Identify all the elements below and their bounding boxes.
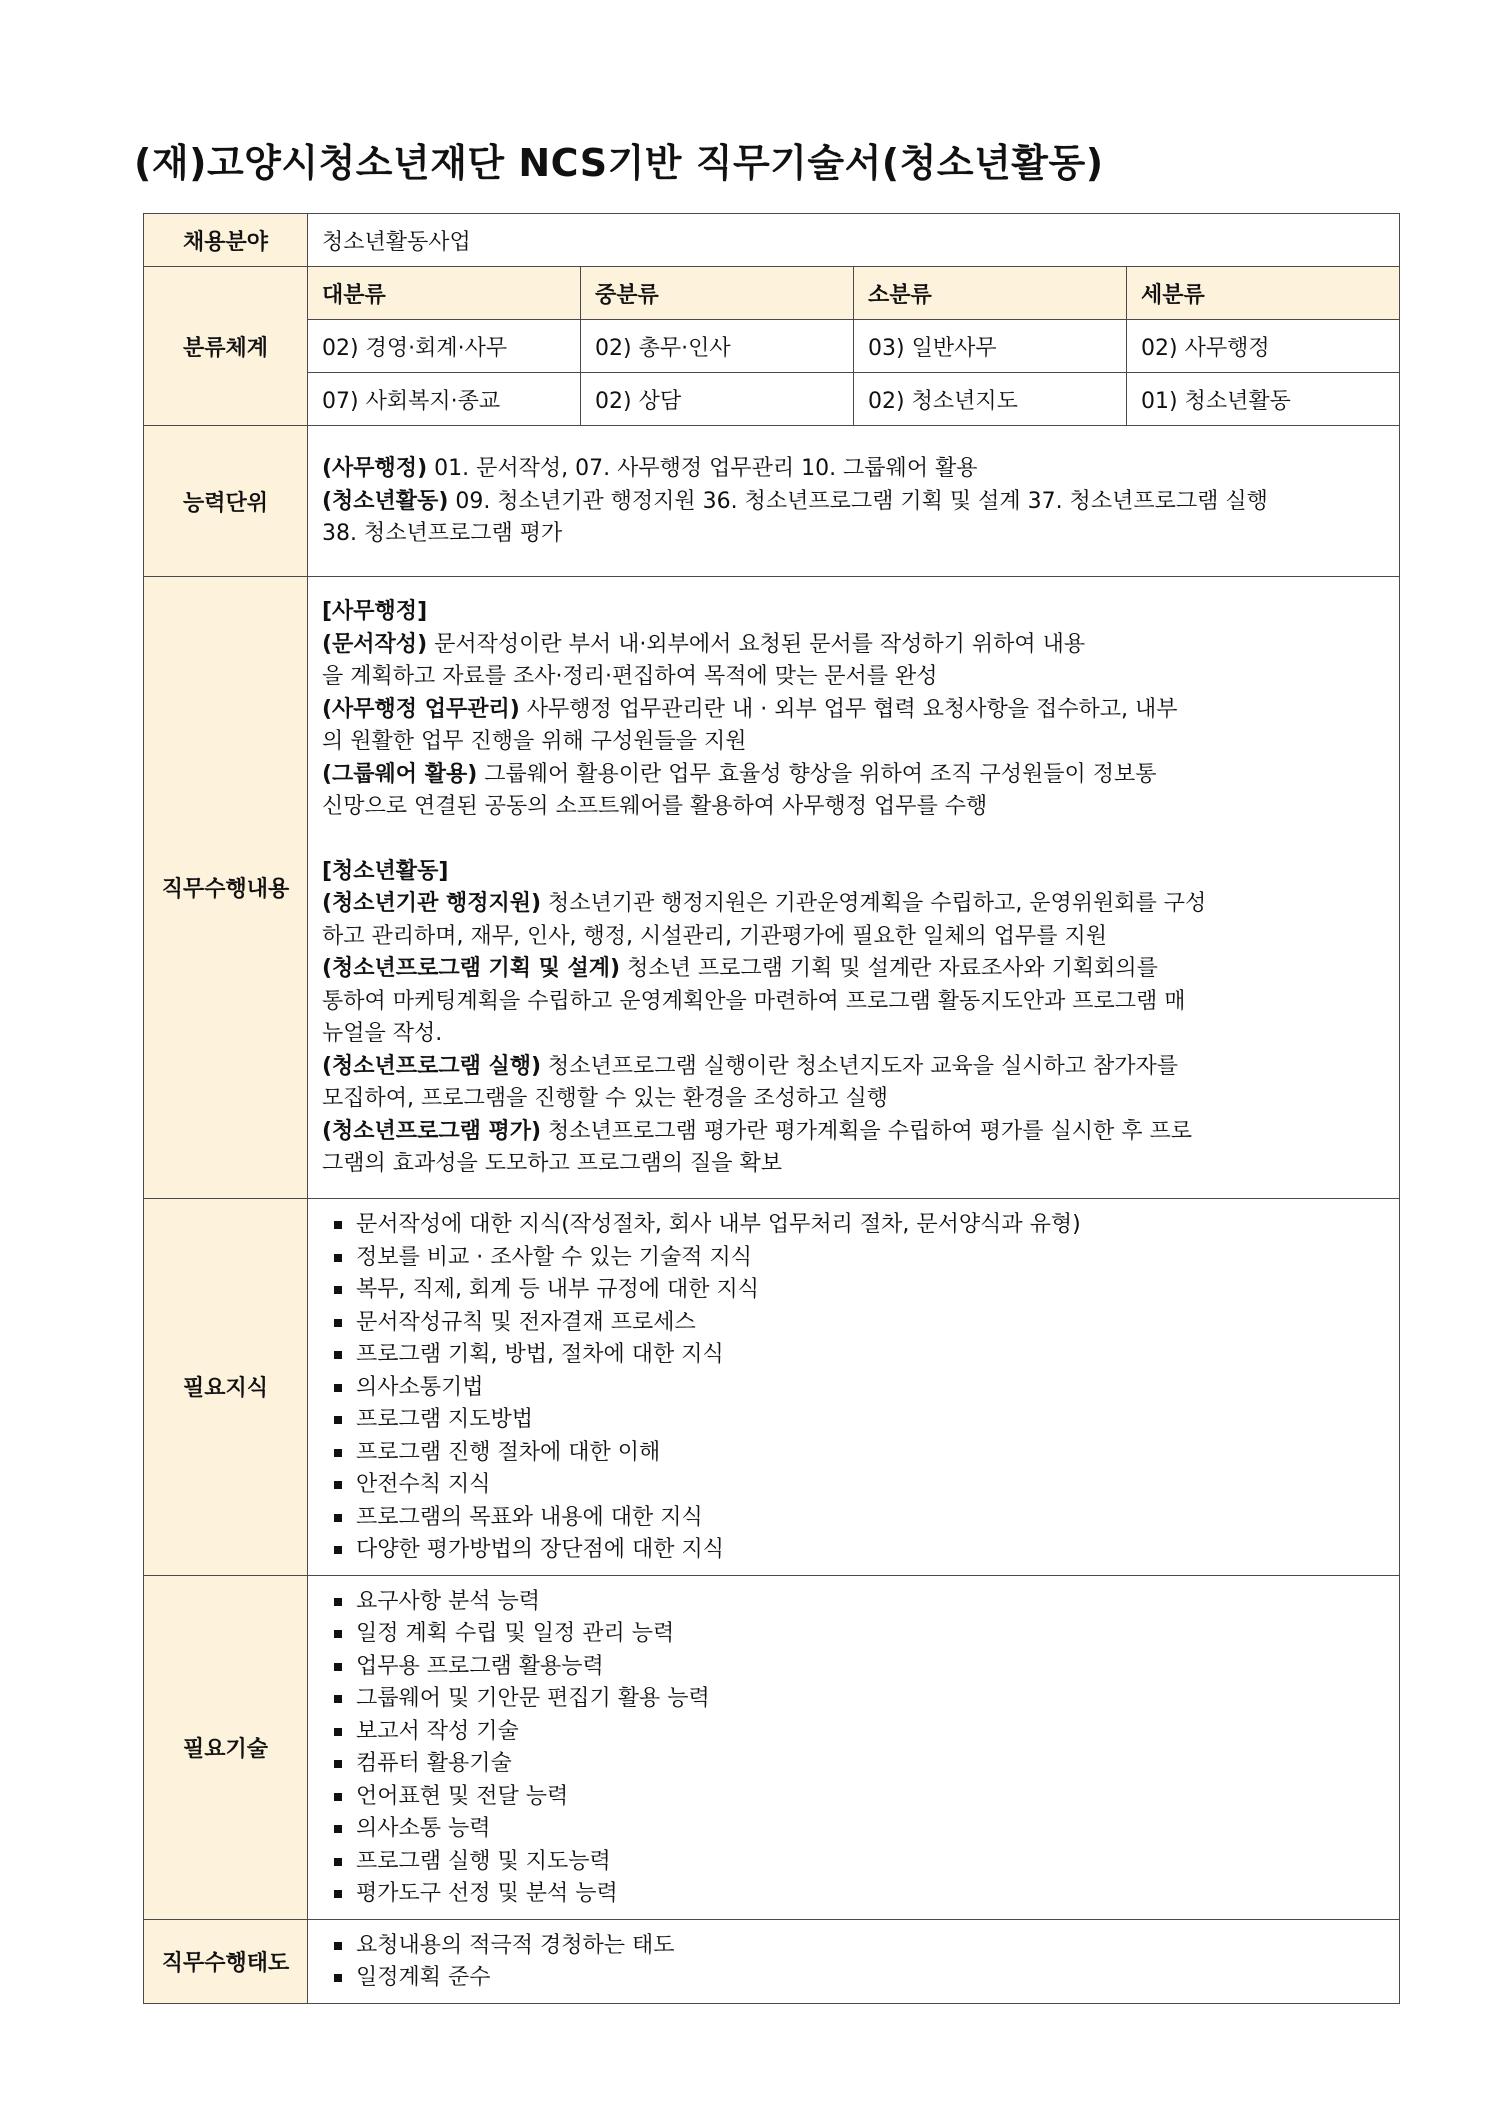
- recruit-value: 청소년활동사업: [308, 214, 1400, 267]
- knowledge-label: 필요지식: [144, 1199, 308, 1576]
- list-item: 복무, 직제, 회계 등 내부 규정에 대한 지식: [332, 1274, 1387, 1307]
- duty-text: 신망으로 연결된 공동의 소프트웨어를 활용하여 사무행정 업무를 수행: [322, 794, 988, 820]
- list-item: 요구사항 분석 능력: [332, 1586, 1387, 1619]
- list-item: 그룹웨어 및 기안문 편집기 활용 능력: [332, 1683, 1387, 1716]
- classification-label: 분류체계: [144, 267, 308, 426]
- list-item: 프로그램 지도방법: [332, 1404, 1387, 1437]
- section-heading: [청소년활동]: [322, 858, 449, 884]
- duty-text: 뉴얼을 작성.: [322, 1021, 443, 1047]
- duty-text: 그램의 효과성을 도모하고 프로그램의 질을 확보: [322, 1151, 783, 1177]
- duty-text: 청소년프로그램 평가란 평가계획을 수립하여 평가를 실시한 후 프로: [541, 1118, 1193, 1144]
- list-item: 다양한 평가방법의 장단점에 대한 지식: [332, 1534, 1387, 1567]
- duty-text: 그룹웨어 활용이란 업무 효율성 향상을 위하여 조직 구성원들이 정보통: [477, 761, 1157, 787]
- attitude-label: 직무수행태도: [144, 1919, 308, 2003]
- list-item: 일정계획 준수: [332, 1962, 1387, 1995]
- ability-key: (사무행정): [322, 456, 428, 482]
- class-cell: 03) 일반사무: [854, 320, 1127, 373]
- knowledge-row: [144, 1199, 1400, 1576]
- duty-text: 의 원활한 업무 진행을 위해 구성원들을 지원: [322, 729, 747, 755]
- header-minor: 소분류: [854, 267, 1127, 320]
- duty-key: (청소년기관 행정지원): [322, 891, 542, 917]
- attitude-content: [308, 1919, 1400, 2003]
- duty-key: (청소년프로그램 기획 및 설계): [322, 956, 621, 982]
- duties-row: [144, 577, 1400, 1199]
- duty-key: (청소년프로그램 실행): [322, 1053, 542, 1079]
- duty-text: 을 계획하고 자료를 조사·정리·편집하여 목적에 맞는 문서를 완성: [322, 664, 938, 690]
- duties-content: [308, 577, 1400, 1199]
- class-cell: 07) 사회복지·종교: [308, 373, 581, 426]
- ability-text: 01. 문서작성, 07. 사무행정 업무관리 10. 그룹웨어 활용: [427, 456, 978, 482]
- class-cell: 02) 경영·회계·사무: [308, 320, 581, 373]
- duty-text: 통하여 마케팅계획을 수립하고 운영계획안을 마련하여 프로그램 활동지도안과 프로그램 매: [322, 988, 1186, 1014]
- duty-key: (청소년프로그램 평가): [322, 1118, 542, 1144]
- list-item: 프로그램 기획, 방법, 절차에 대한 지식: [332, 1339, 1387, 1372]
- class-cell: 02) 상담: [581, 373, 854, 426]
- recruit-label: 채용분야: [144, 214, 308, 267]
- recruit-row: [144, 214, 1400, 267]
- list-item: 평가도구 선정 및 분석 능력: [332, 1878, 1387, 1911]
- duty-key: (문서작성): [322, 631, 428, 657]
- section-heading: [사무행정]: [322, 599, 428, 625]
- duty-text: 모집하여, 프로그램을 진행할 수 있는 환경을 조성하고 실행: [322, 1086, 888, 1112]
- duty-text: 청소년기관 행정지원은 기관운영계획을 수립하고, 운영위원회를 구성: [541, 891, 1207, 917]
- list-item: 요청내용의 적극적 경청하는 태도: [332, 1930, 1387, 1963]
- ability-label: 능력단위: [144, 426, 308, 577]
- page-title: (재)고양시청소년재단 NCS기반 직무기술서(청소년활동): [134, 141, 1104, 185]
- class-cell: 02) 총무·인사: [581, 320, 854, 373]
- ability-key: (청소년활동): [322, 488, 449, 514]
- ability-text: 09. 청소년기관 행정지원 36. 청소년프로그램 기획 및 설계 37. 청소년프로그램 실행: [448, 488, 1268, 514]
- header-major: 대분류: [308, 267, 581, 320]
- ability-text: 38. 청소년프로그램 평가: [322, 521, 563, 547]
- duty-text: 사무행정 업무관리란 내 · 외부 업무 협력 요청사항을 접수하고, 내부: [519, 696, 1178, 722]
- duty-text: 청소년프로그램 실행이란 청소년지도자 교육을 실시하고 참가자를: [541, 1053, 1179, 1079]
- attitude-row: [144, 1919, 1400, 2003]
- list-item: 프로그램 진행 절차에 대한 이해: [332, 1437, 1387, 1470]
- header-detail: 세분류: [1127, 267, 1400, 320]
- list-item: 업무용 프로그램 활용능력: [332, 1651, 1387, 1684]
- attitude-list: [322, 1930, 1387, 1995]
- header-middle: 중분류: [581, 267, 854, 320]
- list-item: 컴퓨터 활용기술: [332, 1748, 1387, 1781]
- duty-key: (그룹웨어 활용): [322, 761, 478, 787]
- list-item: 프로그램 실행 및 지도능력: [332, 1846, 1387, 1879]
- classification-row: [144, 320, 1400, 373]
- class-cell: 02) 청소년지도: [854, 373, 1127, 426]
- list-item: 보고서 작성 기술: [332, 1716, 1387, 1749]
- classification-header-row: [144, 267, 1400, 320]
- list-item: 안전수칙 지식: [332, 1469, 1387, 1502]
- classification-row: [144, 373, 1400, 426]
- list-item: 언어표현 및 전달 능력: [332, 1781, 1387, 1814]
- list-item: 프로그램의 목표와 내용에 대한 지식: [332, 1502, 1387, 1535]
- list-item: 문서작성에 대한 지식(작성절차, 회사 내부 업무처리 절차, 문서양식과 유형): [332, 1209, 1387, 1242]
- list-item: 정보를 비교 · 조사할 수 있는 기술적 지식: [332, 1242, 1387, 1275]
- duty-text: 문서작성이란 부서 내·외부에서 요청된 문서를 작성하기 위하여 내용: [427, 631, 1086, 657]
- duty-text: 청소년 프로그램 기획 및 설계란 자료조사와 기획회의를: [620, 956, 1158, 982]
- ability-content: [308, 426, 1400, 577]
- skills-label: 필요기술: [144, 1575, 308, 1919]
- duties-label: 직무수행내용: [144, 577, 308, 1199]
- spacer: [322, 824, 1387, 856]
- duty-key: (사무행정 업무관리): [322, 696, 520, 722]
- knowledge-list: [322, 1209, 1387, 1567]
- skills-content: [308, 1575, 1400, 1919]
- skills-row: [144, 1575, 1400, 1919]
- knowledge-content: [308, 1199, 1400, 1576]
- skills-list: [322, 1586, 1387, 1911]
- duty-text: 하고 관리하며, 재무, 인사, 행정, 시설관리, 기관평가에 필요한 일체의 업무를 지원: [322, 923, 1107, 949]
- ability-row: [144, 426, 1400, 577]
- class-cell: 02) 사무행정: [1127, 320, 1400, 373]
- list-item: 문서작성규칙 및 전자결재 프로세스: [332, 1307, 1387, 1340]
- list-item: 의사소통 능력: [332, 1813, 1387, 1846]
- job-description-table: [143, 213, 1400, 2004]
- list-item: 의사소통기법: [332, 1372, 1387, 1405]
- list-item: 일정 계획 수립 및 일정 관리 능력: [332, 1618, 1387, 1651]
- class-cell: 01) 청소년활동: [1127, 373, 1400, 426]
